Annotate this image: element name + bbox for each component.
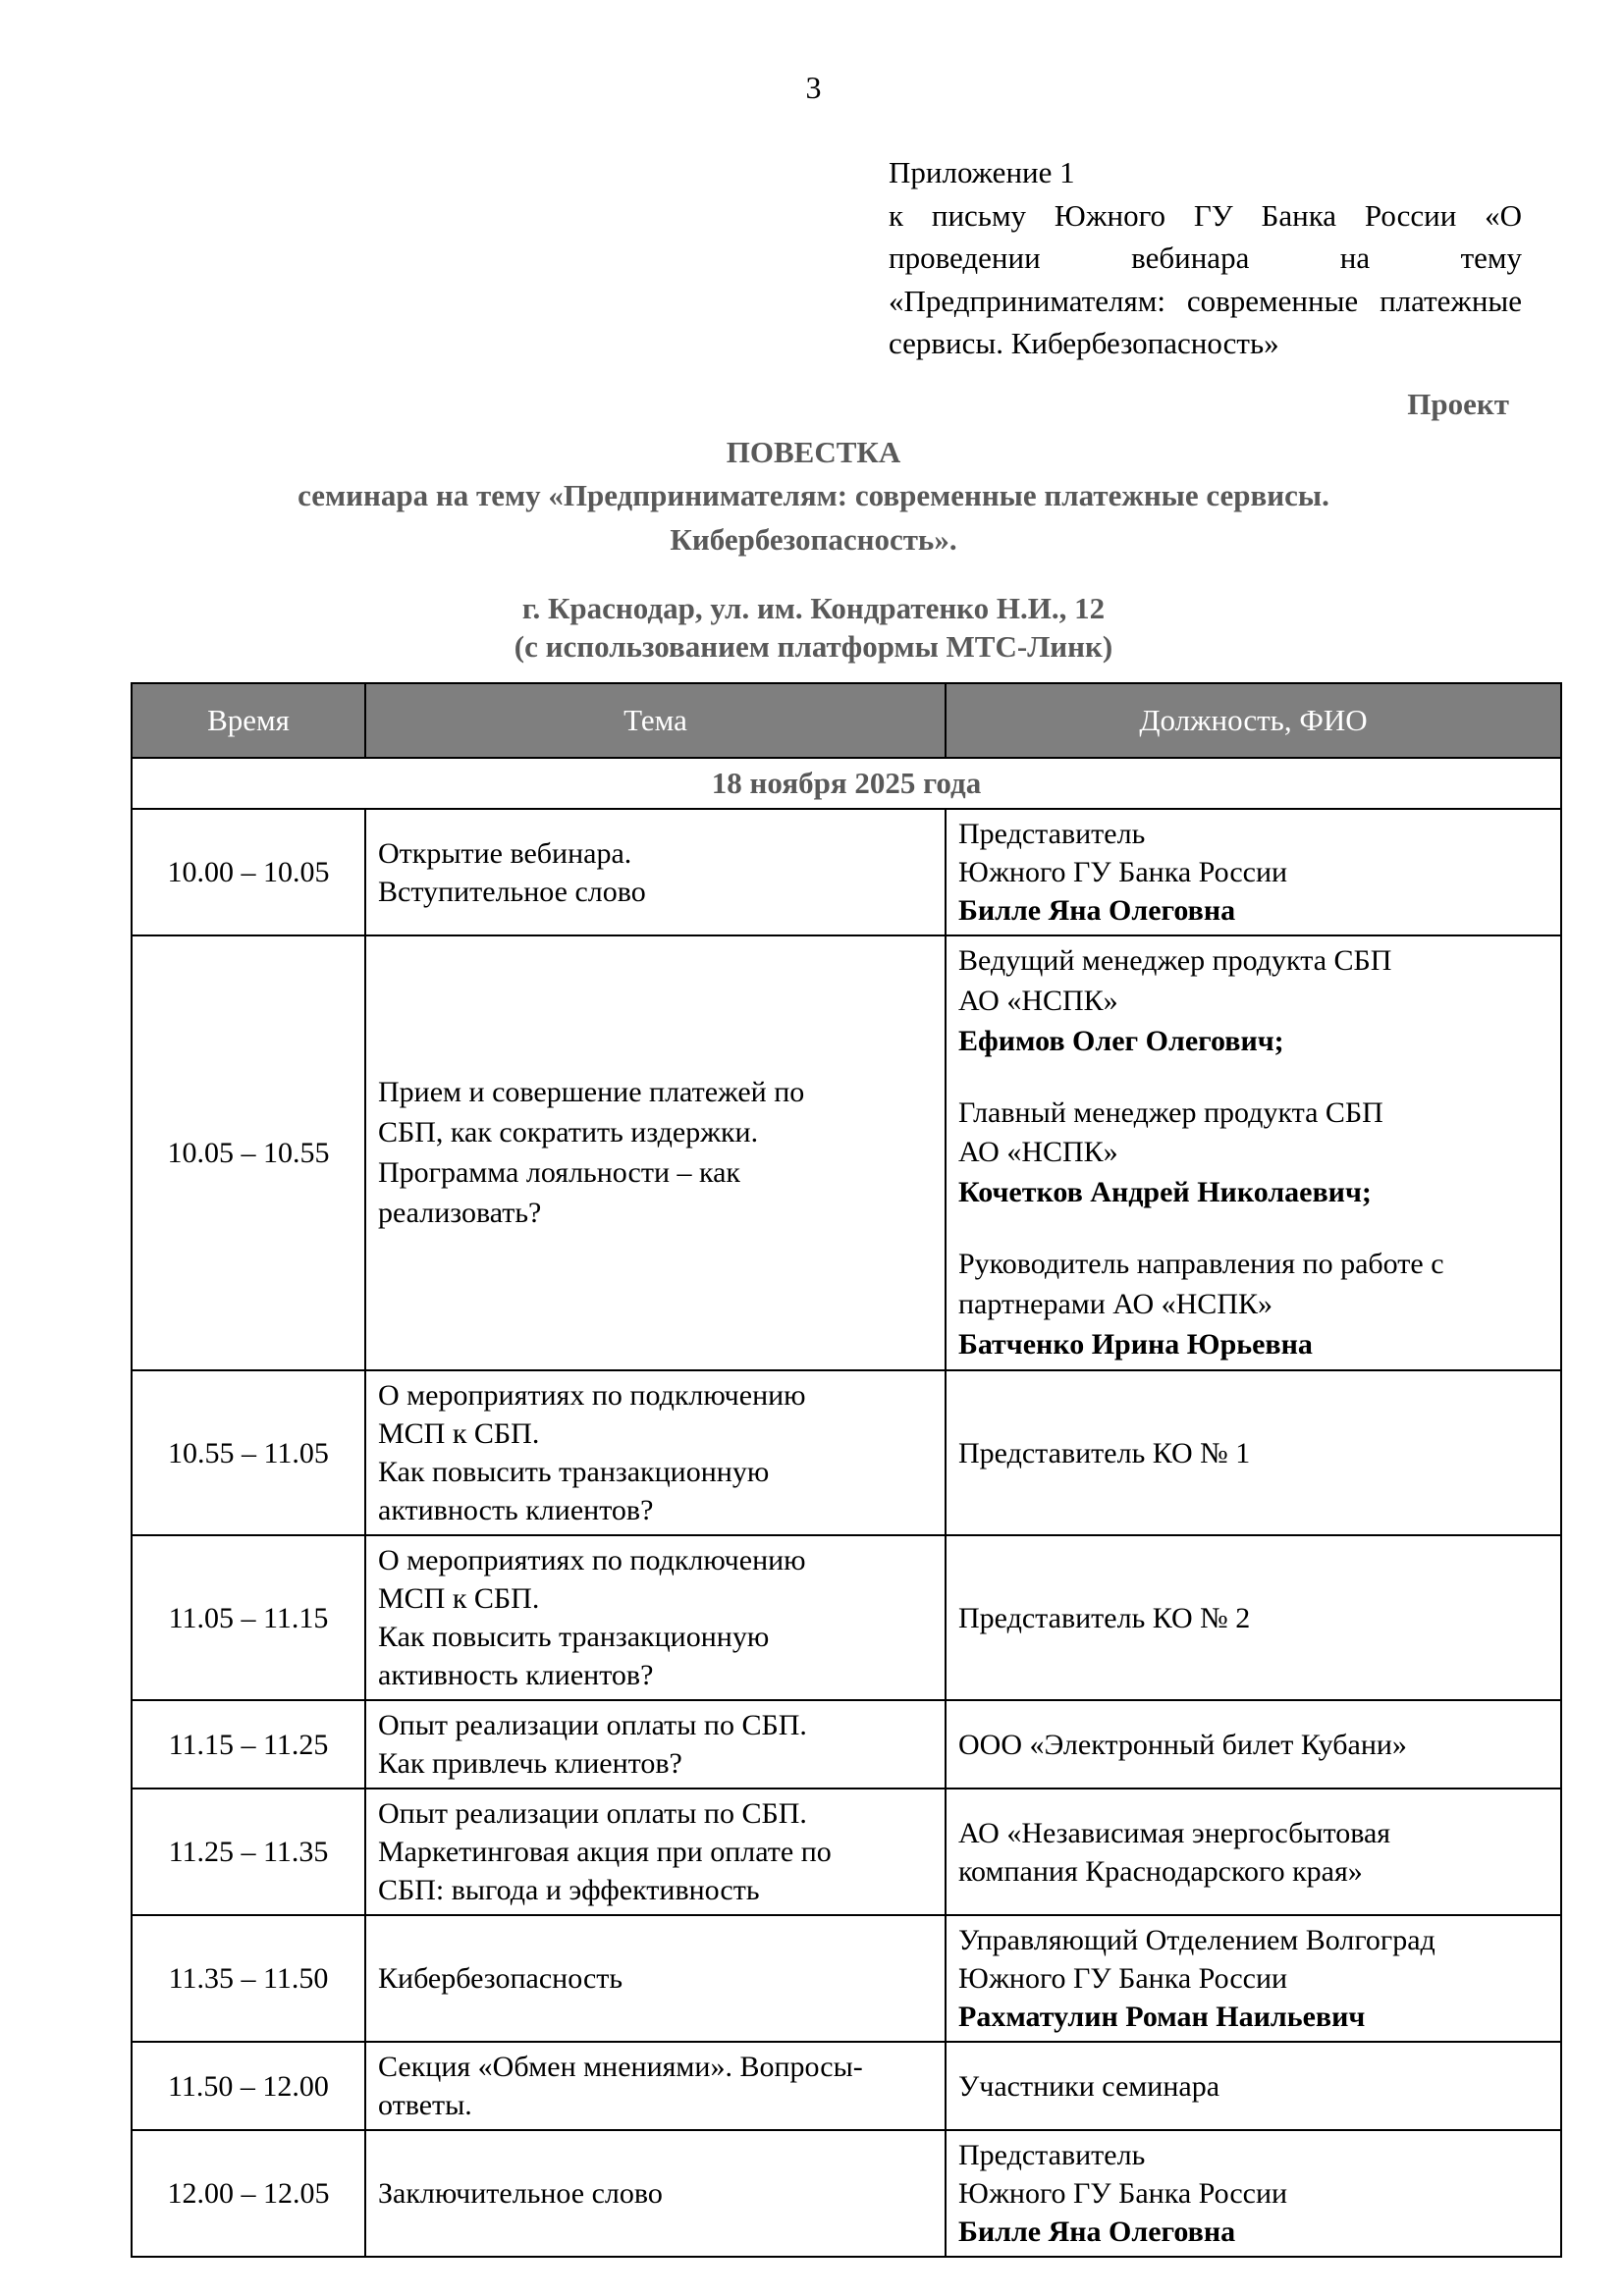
- speaker-role-line: компания Краснодарского края»: [958, 1854, 1363, 1888]
- speaker-block: [958, 1245, 1548, 1364]
- time-cell: 12.00 – 12.05: [132, 2130, 365, 2257]
- speaker-block: [958, 941, 1548, 1061]
- annex-block: [889, 151, 1522, 364]
- speaker-cell: [946, 1535, 1561, 1700]
- col-header-time: Время: [132, 683, 365, 758]
- theme-cell: Опыт реализации оплаты по СБП. Маркетинговая акция при оплате по СБП: выгода и эффективность: [365, 1789, 946, 1915]
- table-row: [132, 935, 1561, 1370]
- theme-cell: Секция «Обмен мнениями». Вопросы- ответы.: [365, 2042, 946, 2130]
- speaker-name: Кочетков Андрей Николаевич;: [958, 1176, 1372, 1209]
- speaker-role-line: Главный менеджер продукта СБП: [958, 1095, 1383, 1129]
- speaker-cell: [946, 1700, 1561, 1789]
- speaker-role-line: партнерами АО «НСПК»: [958, 1287, 1272, 1320]
- speaker-role-line: Управляющий Отделением Волгоград: [958, 1924, 1435, 1957]
- speaker-role-line: АО «НСПК»: [958, 984, 1118, 1017]
- annex-body: к письму Южного ГУ Банка России «О проведении вебинара на тему «Предпринимателям: современные платежные сервисы. Кибербезопасность»: [889, 197, 1522, 360]
- speaker-role-line: Ведущий менеджер продукта СБП: [958, 944, 1392, 978]
- speaker-block: [958, 1094, 1548, 1213]
- table-row: [132, 1535, 1561, 1700]
- time-cell: 11.25 – 11.35: [132, 1789, 365, 1915]
- speaker-cell: [946, 935, 1561, 1370]
- agenda-title-block: [131, 431, 1496, 563]
- agenda-title-line2: семинара на тему «Предпринимателям: современные платежные сервисы.: [298, 478, 1329, 513]
- speaker-name: Ефимов Олег Олегович;: [958, 1024, 1284, 1057]
- speaker-role-line: Южного ГУ Банка России: [958, 856, 1288, 889]
- speaker-block: [958, 1726, 1548, 1764]
- speaker-role-line: Руководитель направления по работе с: [958, 1247, 1444, 1280]
- table-row: [132, 2130, 1561, 2257]
- page-number: 3: [805, 70, 822, 105]
- speaker-cell: [946, 809, 1561, 935]
- date-banner: 18 ноября 2025 года: [132, 758, 1561, 809]
- table-row: [132, 1370, 1561, 1535]
- time-cell: 10.05 – 10.55: [132, 935, 365, 1370]
- speaker-name: Билле Яна Олеговна: [958, 894, 1236, 928]
- speaker-name: Рахматулин Роман Наильевич: [958, 2001, 1366, 2034]
- agenda-table: [131, 682, 1562, 2258]
- theme-cell: Прием и совершение платежей по СБП, как сократить издержки. Программа лояльности – как реализовать?: [365, 935, 946, 1370]
- speaker-block: [958, 2067, 1548, 2106]
- venue-platform: (с использованием платформы МТС-Линк): [514, 629, 1113, 665]
- speaker-block: [958, 815, 1548, 930]
- speaker-block: [958, 1814, 1548, 1891]
- draft-label: Проект: [1407, 387, 1509, 422]
- speaker-block: [958, 1434, 1548, 1472]
- col-header-person: Должность, ФИО: [946, 683, 1561, 758]
- speaker-block: [958, 1599, 1548, 1637]
- speaker-role-line: Южного ГУ Банка России: [958, 2177, 1288, 2211]
- speaker-name: Билле Яна Олеговна: [958, 2216, 1236, 2249]
- speaker-cell: [946, 2130, 1561, 2257]
- time-cell: 10.55 – 11.05: [132, 1370, 365, 1535]
- theme-cell: Кибербезопасность: [365, 1915, 946, 2042]
- header-row: [132, 683, 1561, 758]
- agenda-table-body: [132, 758, 1561, 2257]
- table-row: [132, 1915, 1561, 2042]
- speaker-role-line: Представитель: [958, 818, 1146, 851]
- col-header-theme: Тема: [365, 683, 946, 758]
- time-cell: 11.15 – 11.25: [132, 1700, 365, 1789]
- time-cell: 11.05 – 11.15: [132, 1535, 365, 1700]
- table-row: [132, 2042, 1561, 2130]
- date-row: [132, 758, 1561, 809]
- annex-label: Приложение 1: [889, 155, 1075, 190]
- speaker-cell: [946, 1789, 1561, 1915]
- venue-address: г. Краснодар, ул. им. Кондратенко Н.И., 12: [521, 591, 1106, 626]
- speaker-cell: [946, 1370, 1561, 1535]
- speaker-block: [958, 2136, 1548, 2251]
- agenda-table-header: [132, 683, 1561, 758]
- agenda-title-line3: Кибербезопасность».: [670, 522, 957, 558]
- venue-block: [131, 590, 1496, 667]
- speaker-cell: [946, 2042, 1561, 2130]
- agenda-title-line1: ПОВЕСТКА: [726, 434, 901, 469]
- speaker-name: Батченко Ирина Юрьевна: [958, 1327, 1313, 1361]
- speaker-role-line: Представитель: [958, 2139, 1146, 2172]
- table-row: [132, 1700, 1561, 1789]
- theme-cell: Заключительное слово: [365, 2130, 946, 2257]
- speaker-role-line: Представитель КО № 1: [958, 1436, 1251, 1469]
- theme-cell: Опыт реализации оплаты по СБП. Как привлечь клиентов?: [365, 1700, 946, 1789]
- speaker-role-line: Участники семинара: [958, 2069, 1220, 2103]
- speaker-block: [958, 1921, 1548, 2036]
- speaker-role-line: Южного ГУ Банка России: [958, 1962, 1288, 1996]
- speaker-role-line: ООО «Электронный билет Кубани»: [958, 1728, 1407, 1761]
- table-row: [132, 809, 1561, 935]
- theme-cell: О мероприятиях по подключению МСП к СБП. Как повысить транзакционную активность клиентов?: [365, 1535, 946, 1700]
- theme-cell: О мероприятиях по подключению МСП к СБП. Как повысить транзакционную активность клиентов?: [365, 1370, 946, 1535]
- theme-cell: Открытие вебинара. Вступительное слово: [365, 809, 946, 935]
- time-cell: 11.50 – 12.00: [132, 2042, 365, 2130]
- table-row: [132, 1789, 1561, 1915]
- time-cell: 10.00 – 10.05: [132, 809, 365, 935]
- speaker-role-line: АО «НСПК»: [958, 1136, 1118, 1169]
- time-cell: 11.35 – 11.50: [132, 1915, 365, 2042]
- speaker-role-line: АО «Независимая энергосбытовая: [958, 1816, 1391, 1849]
- speaker-cell: [946, 1915, 1561, 2042]
- speaker-role-line: Представитель КО № 2: [958, 1601, 1251, 1634]
